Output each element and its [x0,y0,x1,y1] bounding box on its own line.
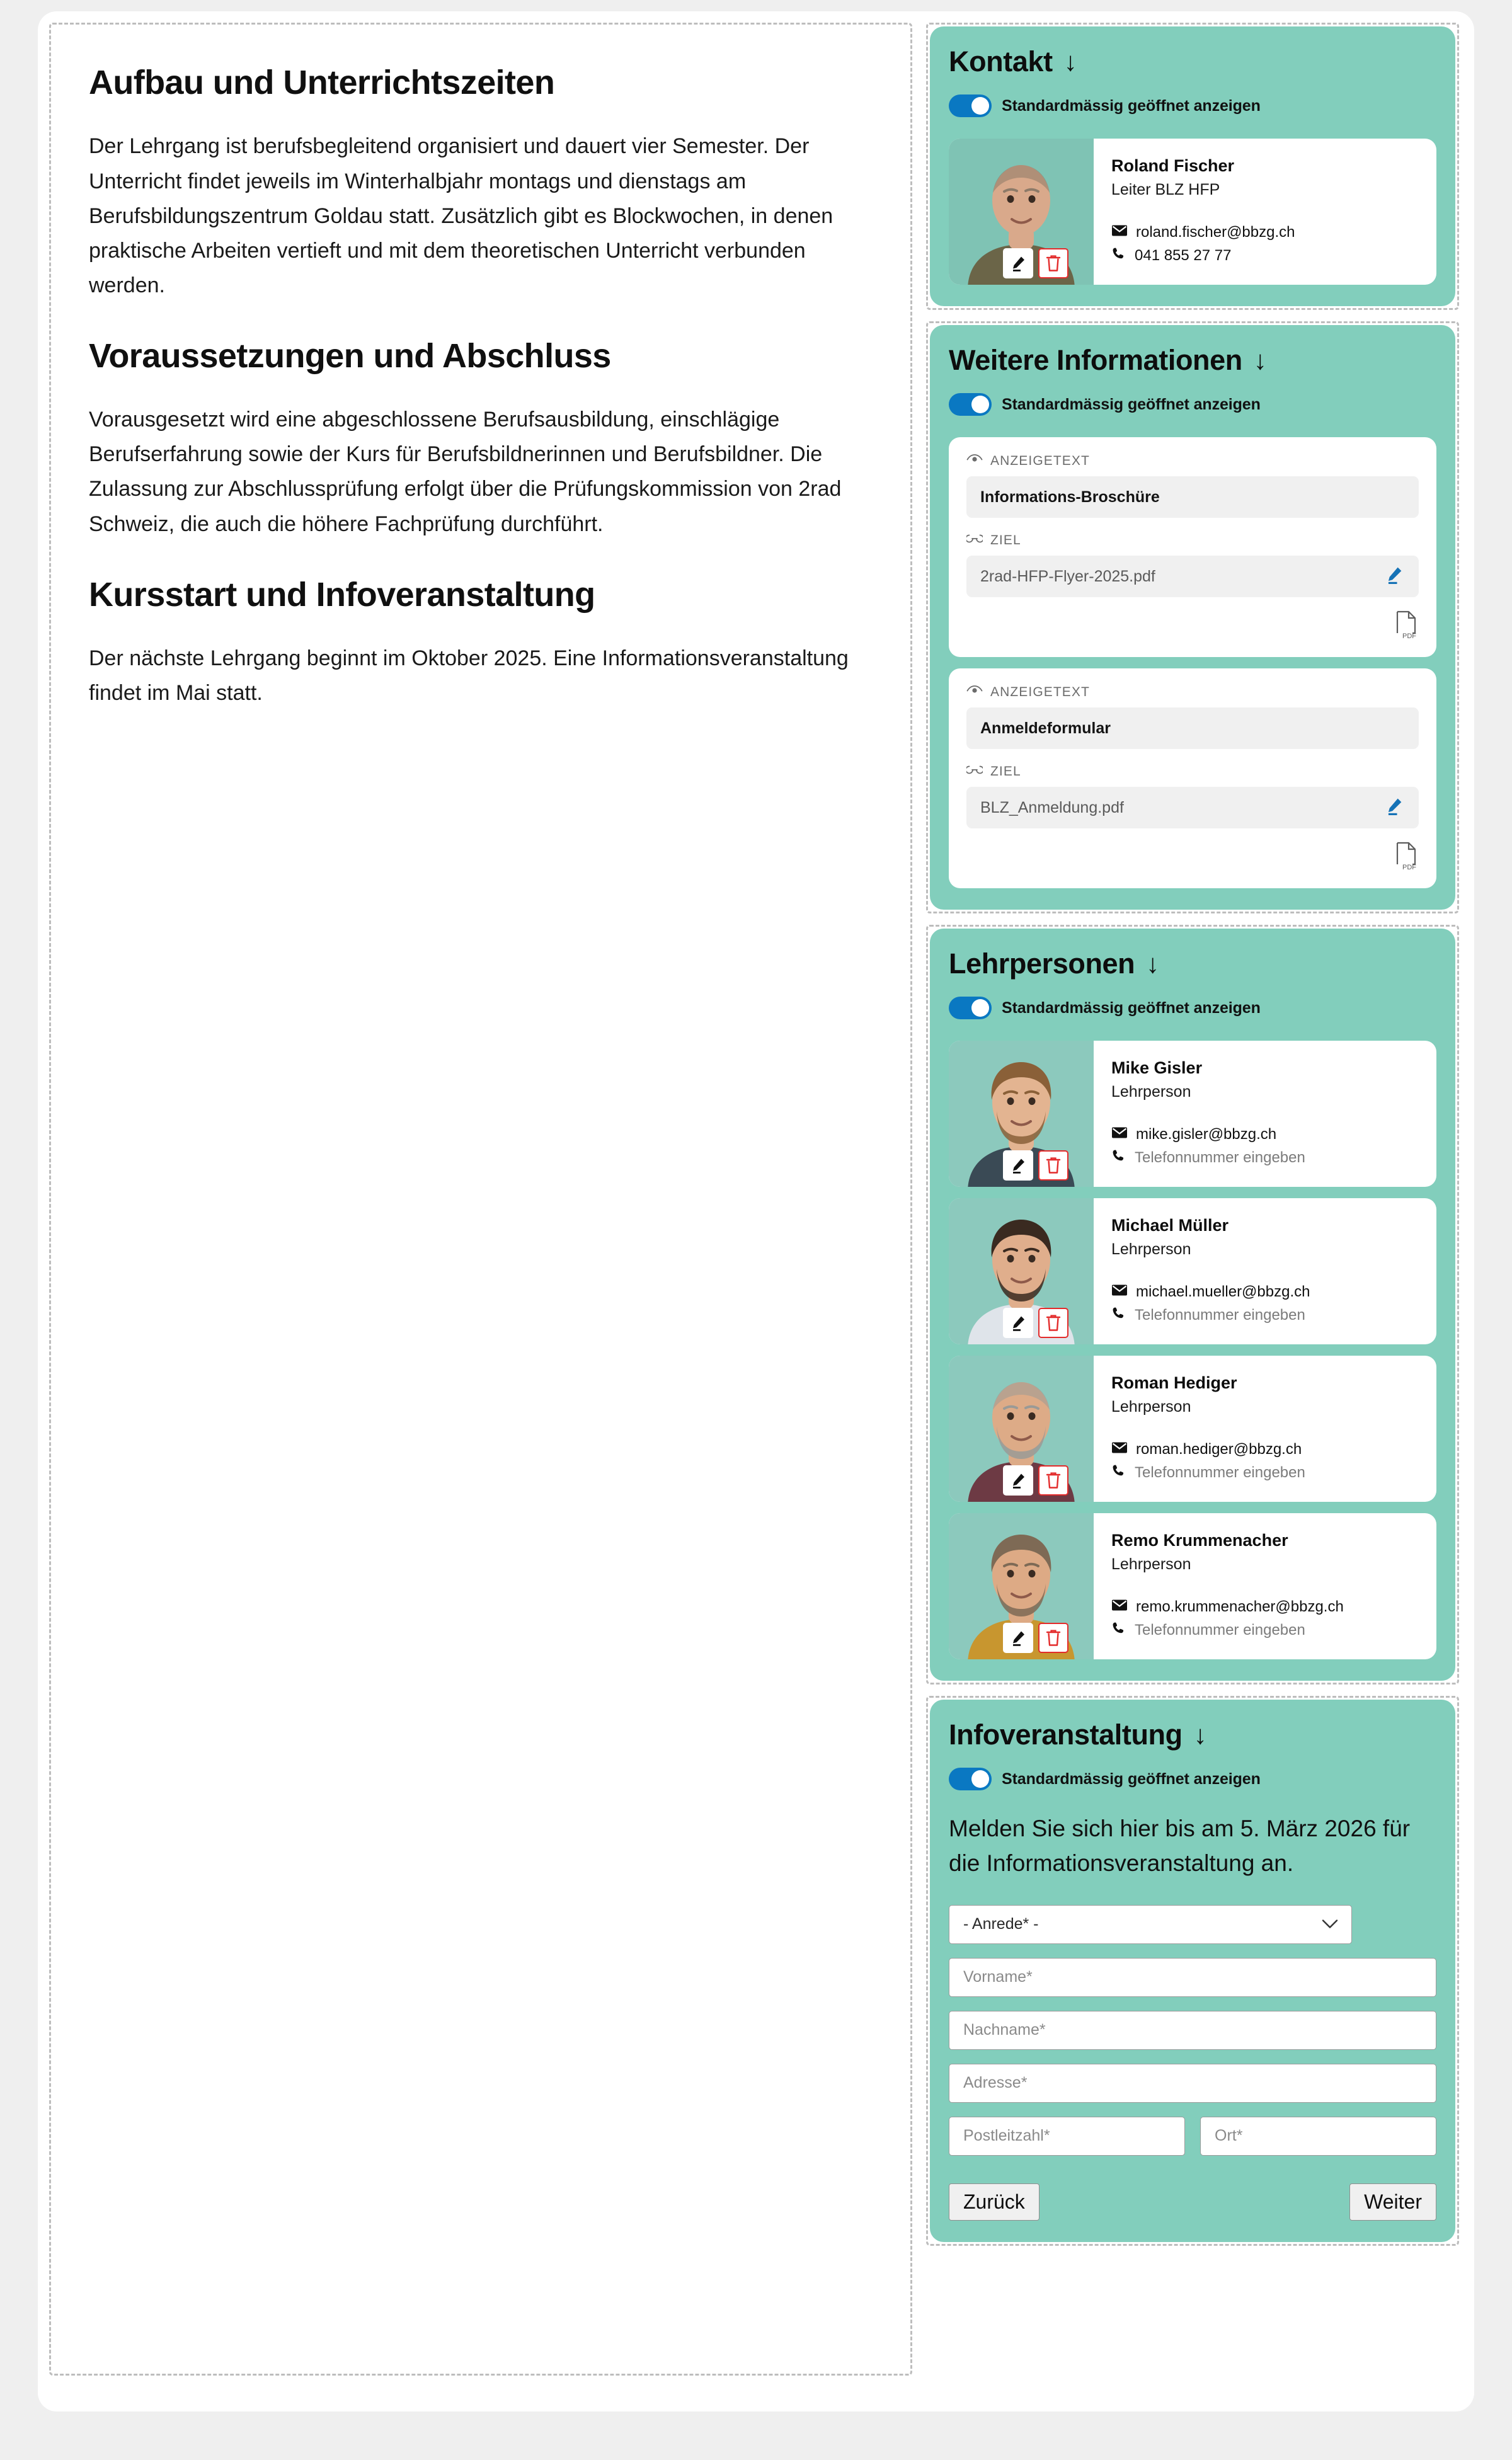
chevron-down-icon[interactable]: ↓ [1063,47,1077,76]
person-card[interactable] [949,1198,1436,1344]
person-card[interactable] [949,1356,1436,1502]
person-phone-row[interactable] [1111,1306,1419,1325]
default-open-label: Standardmässig geöffnet anzeigen [1002,395,1261,413]
person-email-row[interactable] [1111,224,1419,241]
person-contacts [1111,1441,1419,1483]
edit-icon[interactable] [1003,1465,1033,1496]
chevron-down-icon[interactable]: ↓ [1193,1720,1207,1749]
mail-icon [1111,1441,1128,1458]
mail-icon [1111,1126,1128,1143]
delete-icon[interactable] [1038,1150,1068,1181]
panel-infoveranstaltung-wrapper [926,1696,1459,2246]
person-role: Lehrperson [1111,1240,1191,1259]
heading-aufbau: Aufbau und Unterrichtszeiten [89,64,555,101]
back-button[interactable]: Zurück [949,2183,1040,2221]
person-email-row[interactable] [1111,1283,1419,1301]
panel-weitere-wrapper [926,321,1459,913]
content-sheet [38,11,1474,2411]
eye-icon [966,454,983,469]
mail-icon [1111,1598,1128,1616]
panel-weitere-header[interactable] [949,344,1436,377]
ziel-label-text: ZIEL [990,533,1021,547]
edit-icon[interactable] [1003,1623,1033,1653]
ziel-value: BLZ_Anmeldung.pdf [980,798,1124,816]
person-role: Leiter BLZ HFP [1111,181,1220,199]
person-contacts [1111,1126,1419,1168]
heading-kursstart: Kursstart und Infoveranstaltung [89,575,595,614]
phone-icon [1111,1148,1126,1168]
person-email: michael.mueller@bbzg.ch [1136,1283,1310,1300]
default-open-label: Standardmässig geöffnet anzeigen [1002,96,1261,115]
person-email: roland.fischer@bbzg.ch [1136,223,1295,241]
avatar [949,1198,1094,1344]
person-card[interactable] [949,1041,1436,1187]
panel-kontakt-title: Kontakt [949,45,1053,77]
person-phone: 041 855 27 77 [1135,247,1232,265]
default-open-toggle[interactable] [949,997,992,1019]
ziel-value: 2rad-HFP-Flyer-2025.pdf [980,567,1155,585]
avatar-actions [1003,1308,1068,1338]
person-role: Lehrperson [1111,1555,1191,1574]
phone-icon [1111,246,1126,266]
chevron-down-icon[interactable]: ↓ [1146,949,1159,978]
edit-icon[interactable] [1383,564,1405,589]
phone-icon [1111,1463,1126,1483]
person-name: Roman Hediger [1111,1373,1237,1392]
default-open-toggle[interactable] [949,1768,992,1790]
field-spacer [966,749,1419,764]
person-phone-row[interactable] [1111,1621,1419,1640]
person-phone-row[interactable] [1111,1463,1419,1483]
default-open-toggle[interactable] [949,393,992,416]
link-icon [966,533,983,548]
person-email: mike.gisler@bbzg.ch [1136,1125,1277,1143]
person-phone-row[interactable] [1111,1148,1419,1168]
toggle-knob [971,999,989,1017]
toggle-row-infoveranstaltung[interactable] [949,1768,1436,1790]
default-open-label: Standardmässig geöffnet anzeigen [1002,998,1261,1017]
person-name: Mike Gisler [1111,1058,1203,1077]
ziel-label [966,533,1419,548]
anzeigetext-label [966,685,1419,700]
paragraph-kursstart: Der nächste Lehrgang beginnt im Oktober 2025. Eine Informationsveranstaltung findet im Mai statt. [89,646,849,706]
chevron-down-icon[interactable]: ↓ [1253,345,1267,375]
person-email-row[interactable] [1111,1441,1419,1458]
lehrpersonen-person-list [949,1041,1436,1659]
pdf-icon [1394,610,1419,643]
toggle-row-kontakt[interactable] [949,94,1436,117]
person-phone: Telefonnummer eingeben [1135,1307,1305,1324]
panel-weitere-informationen [930,325,1455,910]
avatar [949,1356,1094,1502]
anrede-select-wrapper[interactable] [949,1905,1352,1944]
anzeigetext-label-text: ANZEIGETEXT [990,685,1090,699]
edit-icon[interactable] [1003,1308,1033,1338]
paragraph-voraussetzungen: Vorausgesetzt wird eine abgeschlossene Berufsausbildung, einschlägige Berufserfahrung sowie der Kurs für Berufsbildnerinnen und Berufsbildner. Die Zulassung zur Abschlussprüfung erfolgt über die Prüfungskommission von 2rad Schweiz, die auch die höhere Fachprüfung durchführt. [89,408,842,536]
paragraph-aufbau: Der Lehrgang ist berufsbegleitend organisiert und dauert vier Semester. Der Unterricht findet jeweils im Winterhalbjahr montags und dienstags am Berufsbildungszentrum Goldau statt. Zusätzlich gibt es Blockwochen, in denen praktische Arbeiten vertieft und mit dem theoretischen Unterricht verbunden werden. [89,134,833,297]
person-info [1094,1198,1436,1344]
person-phone-row[interactable] [1111,246,1419,266]
anzeigetext-value: Anmeldeformular [980,719,1111,737]
right-panel-column [926,23,1459,2246]
person-card[interactable] [949,139,1436,285]
anzeigetext-field[interactable] [966,476,1419,518]
person-email-row[interactable] [1111,1598,1419,1616]
person-email-row[interactable] [1111,1126,1419,1143]
filetype-row [966,828,1419,874]
eye-icon [966,685,983,700]
panel-kontakt [930,26,1455,306]
anzeigetext-label-text: ANZEIGETEXT [990,454,1090,468]
nachname-input[interactable]: Nachname* [949,2011,1436,2050]
person-email: roman.hediger@bbzg.ch [1136,1440,1302,1458]
toggle-row-weitere[interactable] [949,393,1436,416]
infoveranstaltung-lead-text: Melden Sie sich hier bis am 5. März 2026 für die Informationsveranstaltung an. [949,1816,1411,1876]
file-link-list [949,437,1436,888]
person-card[interactable] [949,1513,1436,1659]
edit-icon[interactable] [1383,796,1405,820]
toggle-knob [971,97,989,115]
postleitzahl-input[interactable]: Postleitzahl* [949,2117,1185,2156]
edit-icon[interactable] [1003,248,1033,278]
ziel-label-text: ZIEL [990,764,1021,779]
toggle-row-lehrpersonen[interactable] [949,997,1436,1019]
panel-lehrpersonen-title: Lehrpersonen [949,947,1135,980]
default-open-toggle[interactable] [949,94,992,117]
person-info [1094,139,1436,285]
pdf-icon [1394,841,1419,874]
person-info [1094,1513,1436,1659]
anzeigetext-field[interactable] [966,707,1419,749]
ziel-field[interactable] [966,556,1419,597]
person-name: Michael Müller [1111,1216,1229,1235]
panel-lehrpersonen-header[interactable] [949,947,1436,980]
avatar [949,1513,1094,1659]
phone-icon [1111,1621,1126,1640]
plz-ort-row [949,2117,1436,2156]
avatar-actions [1003,1150,1068,1181]
avatar [949,139,1094,285]
avatar-actions [1003,248,1068,278]
anzeigetext-value: Informations-Broschüre [980,488,1160,506]
panel-lehrpersonen-wrapper [926,925,1459,1685]
anzeigetext-label [966,454,1419,469]
svg-text:PDF: PDF [1402,864,1416,871]
person-phone: Telefonnummer eingeben [1135,1149,1305,1167]
panel-infoveranstaltung [930,1700,1455,2242]
person-name: Remo Krummenacher [1111,1531,1288,1550]
person-info [1094,1356,1436,1502]
phone-icon [1111,1306,1126,1325]
panel-weitere-title: Weitere Informationen [949,344,1242,376]
delete-icon[interactable] [1038,1465,1068,1496]
panel-kontakt-header[interactable] [949,45,1436,78]
link-icon [966,764,983,779]
person-role: Lehrperson [1111,1083,1191,1101]
mail-icon [1111,1283,1128,1301]
adresse-input[interactable]: Adresse* [949,2064,1436,2103]
filetype-row [966,597,1419,643]
panel-infoveranstaltung-header[interactable] [949,1719,1436,1751]
anrede-select[interactable] [949,1905,1352,1944]
person-contacts [1111,1598,1419,1640]
toggle-knob [971,396,989,413]
left-content-column[interactable] [49,23,912,2376]
kontakt-person-list [949,139,1436,285]
svg-text:PDF: PDF [1402,632,1416,640]
anrede-select-value: - Anrede* - [963,1915,1039,1933]
avatar-actions [1003,1623,1068,1653]
delete-icon[interactable] [1038,248,1068,278]
person-contacts [1111,1283,1419,1325]
person-info [1094,1041,1436,1187]
person-phone: Telefonnummer eingeben [1135,1464,1305,1482]
form-button-row [949,2183,1436,2221]
person-phone: Telefonnummer eingeben [1135,1622,1305,1639]
file-link-card[interactable] [949,668,1436,888]
chevron-down-icon [1322,1915,1338,1933]
file-link-card[interactable] [949,437,1436,657]
person-email: remo.krummenacher@bbzg.ch [1136,1598,1344,1615]
panel-lehrpersonen [930,929,1455,1681]
field-spacer [966,518,1419,533]
vorname-input[interactable]: Vorname* [949,1958,1436,1997]
delete-icon[interactable] [1038,1623,1068,1653]
panel-infoveranstaltung-title: Infoveranstaltung [949,1719,1183,1751]
person-name: Roland Fischer [1111,156,1235,175]
avatar [949,1041,1094,1187]
heading-voraussetzungen: Voraussetzungen und Abschluss [89,336,611,375]
toggle-knob [971,1770,989,1788]
next-button[interactable]: Weiter [1349,2183,1436,2221]
ziel-field[interactable] [966,787,1419,828]
person-role: Lehrperson [1111,1398,1191,1416]
ziel-label [966,764,1419,779]
delete-icon[interactable] [1038,1308,1068,1338]
edit-icon[interactable] [1003,1150,1033,1181]
person-contacts [1111,224,1419,266]
panel-kontakt-wrapper [926,23,1459,310]
ort-input[interactable]: Ort* [1200,2117,1436,2156]
default-open-label: Standardmässig geöffnet anzeigen [1002,1770,1261,1788]
anmeldung-form [949,1905,1436,2221]
avatar-actions [1003,1465,1068,1496]
mail-icon [1111,224,1128,241]
